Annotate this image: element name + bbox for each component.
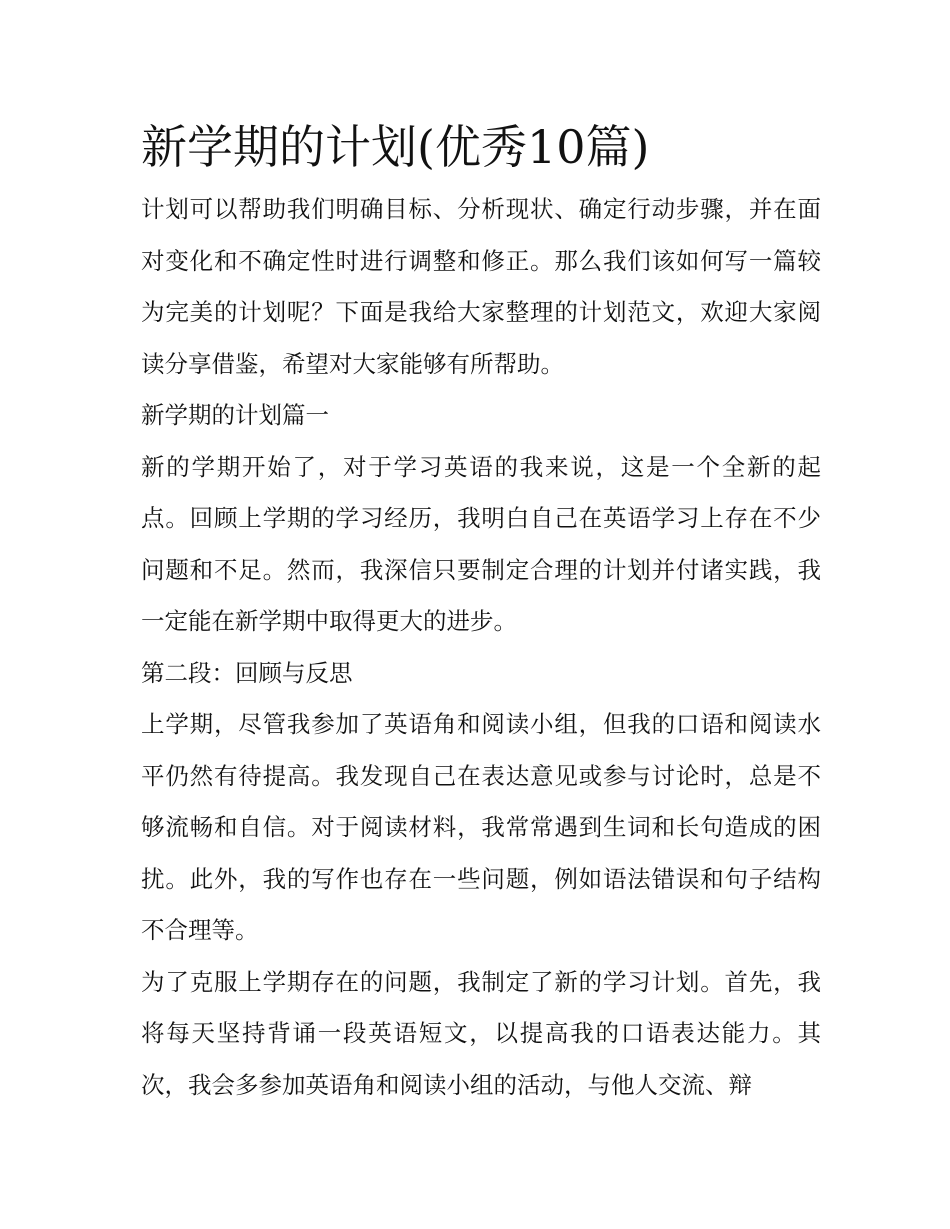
section-heading-review: 第二段：回顾与反思: [141, 658, 353, 687]
intro-paragraph: 计划可以帮助我们明确目标、分析现状、确定行动步骤，并在面对变化和不确定性时进行调整和修正。那么我们该如何写一篇较为完美的计划呢？下面是我给大家整理的计划范文，欢迎大家阅读分享借鉴，希望对大家能够有所帮助。: [141, 195, 821, 378]
new-plan-paragraph: 为了克服上学期存在的问题，我制定了新的学习计划。首先，我将每天坚持背诵一段英语短文，以提高我的口语表达能力。其次，我会多参加英语角和阅读小组的活动，与他人交流、辩: [141, 967, 821, 1099]
section-one-paragraph: 新的学期开始了，对于学习英语的我来说，这是一个全新的起点。回顾上学期的学习经历，我明白自己在英语学习上存在不少问题和不足。然而，我深信只要制定合理的计划并付诸实践，我一定能在新学期中取得更大的进步。: [141, 452, 821, 635]
review-paragraph: 上学期，尽管我参加了英语角和阅读小组，但我的口语和阅读水平仍然有待提高。我发现自己在表达意见或参与讨论时，总是不够流畅和自信。对于阅读材料，我常常遇到生词和长句造成的困扰。此外，我的写作也存在一些问题，例如语法错误和句子结构不合理等。: [141, 710, 821, 944]
document-title: 新学期的计划(优秀10篇): [141, 120, 650, 174]
document-body: [141, 118, 821, 1111]
section-heading-plan-one: 新学期的计划篇一: [141, 401, 329, 429]
